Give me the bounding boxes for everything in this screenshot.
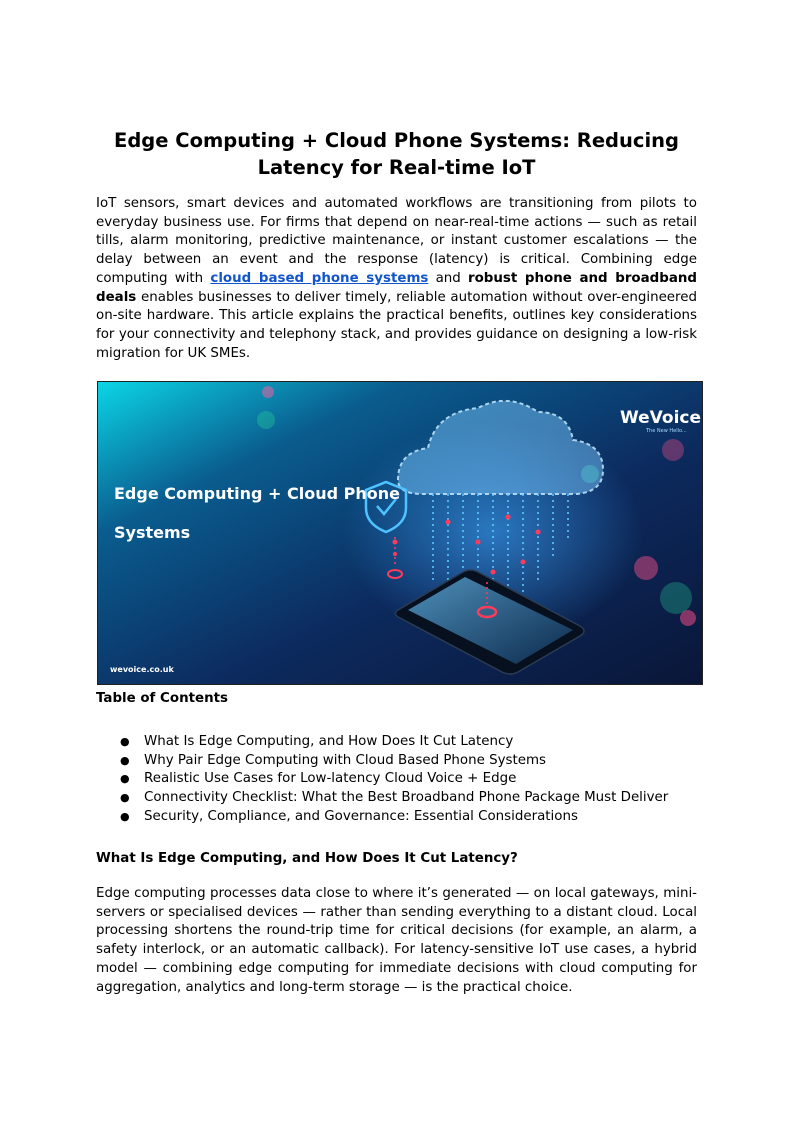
toc-heading: Table of Contents (96, 691, 228, 706)
intro-text-3: enables businesses to deliver timely, reliable automation without over-engineered on-site hardware. This article explains the practical benefits, outlines key considerations for your connectivity and telephony stack, and provides guidance on designing a low-risk migration for UK SMEs. (96, 289, 697, 361)
toc-item-label: Security, Compliance, and Governance: Essential Considerations (144, 808, 578, 824)
logo-text: WeVoice (620, 408, 702, 428)
intro-text-1: IoT sensors, smart devices and automated workflows are transitioning from pilots to everyday business use. For firms that depend on near-real-time actions — such as retail tills, alarm monitoring, predictive maintenance, or instant customer escalations — the delay between an event and the response (latency) is critical. Combining edge computing with (96, 196, 697, 286)
website-url: wevoice.co.uk (110, 665, 174, 674)
intro-bold-text: robust phone and broadband deals (96, 270, 697, 305)
toc-item[interactable] (96, 733, 668, 752)
bullet-icon: ● (120, 809, 130, 823)
hero-headline-line1: Edge Computing + Cloud Phone (114, 484, 401, 503)
hero-headline-line2: Systems (114, 523, 191, 542)
table-of-contents (96, 733, 668, 827)
bullet-icon: ● (120, 791, 130, 805)
intro-text-2: and (428, 270, 468, 286)
toc-item[interactable] (96, 808, 668, 827)
toc-item[interactable] (96, 789, 668, 808)
section-body: Edge computing processes data close to where it’s generated — on local gateways, mini-servers or specialised devices — rather than sending everything to a distant cloud. Local processing shortens the round-trip time for critical decisions (for example, an alarm, a safety interlock, or an automatic callback). For latency-sensitive IoT use cases, a hybrid model — combining edge computing for immediate decisions with cloud computing for aggregation, analytics and long-term storage — is the practical choice. (96, 886, 697, 995)
bullet-icon: ● (120, 735, 130, 748)
intro-paragraph (96, 195, 697, 363)
toc-item-label: Connectivity Checklist: What the Best Broadband Phone Package Must Deliver (144, 790, 669, 806)
logo-tagline: The New Hello... (646, 428, 687, 434)
cloud-phone-systems-link[interactable]: cloud based phone systems (210, 270, 429, 286)
toc-item-label: Why Pair Edge Computing with Cloud Based Phone Systems (144, 752, 546, 768)
hero-image (97, 381, 703, 685)
section-heading: What Is Edge Computing, and How Does It Cut Latency? (96, 851, 518, 866)
bullet-icon: ● (120, 753, 130, 767)
article-title: Edge Computing + Cloud Phone Systems: Reducing Latency for Real-time IoT (114, 129, 679, 179)
toc-item[interactable] (96, 752, 668, 771)
toc-item-label: Realistic Use Cases for Low-latency Cloud Voice + Edge (144, 771, 517, 787)
bullet-icon: ● (120, 772, 130, 786)
toc-item-label: What Is Edge Computing, and How Does It Cut Latency (144, 734, 514, 749)
toc-item[interactable] (96, 770, 668, 789)
